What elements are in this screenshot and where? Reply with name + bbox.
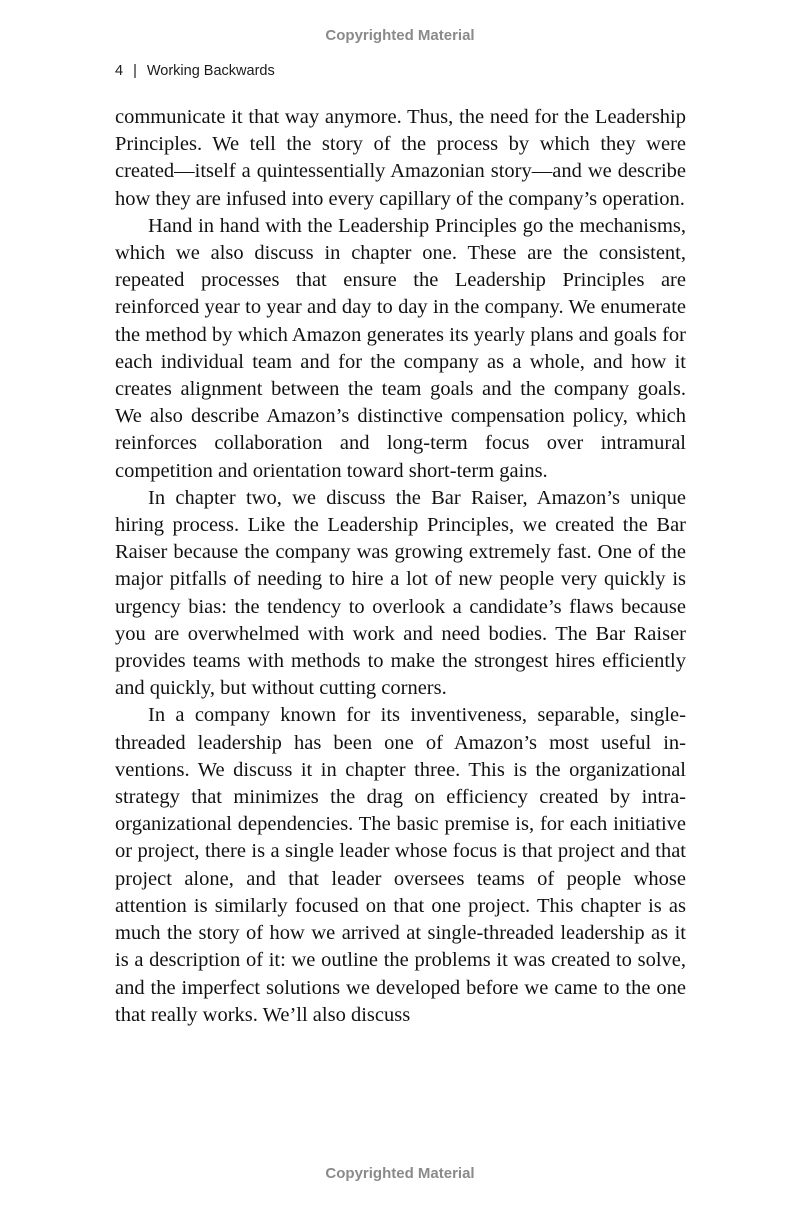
header-separator: | [133,63,137,79]
running-header [115,63,275,79]
body-text [115,104,686,1029]
paragraph: communicate it that way anymore. Thus, the need for the Leadership Principles. We tell the story of the process by which they were created—itself a quintessentially Amazonian story—and we describe how they are infused into every capillary of the company’s operation. [115,106,686,210]
paragraph: Hand in hand with the Leadership Principles go the mechanisms, which we also discuss in chapter one. These are the consistent, repeated processes that ensure the Leadership Principles are reinforced year to year and day to day in the company. We enumerate the method by which Amazon generates its yearly plans and goals for each individual team and for the company as a whole, and how it creates alignment between the team goals and the company goals. We also describe Amazon’s distinctive compensation policy, which reinforces collaboration and long-term focus over intramural competition and orientation toward short-term gains. [115,214,686,482]
paragraph: In chapter two, we discuss the Bar Raiser, Amazon’s unique hiring process. Like the Leadership Principles, we created the Bar Raiser because the company was growing extremely fast. One of the major pitfalls of needing to hire a lot of new people very quickly is urgency bias: the tendency to overlook a candidate’s flaws because you are overwhelmed with work and need bodies. The Bar Raiser provides teams with methods to make the strongest hires efficiently and quickly, but without cutting corners. [115,486,686,700]
running-title: Working Backwards [146,63,275,79]
page-number: 4 [115,63,124,79]
copyright-watermark-top: Copyrighted Material [325,27,475,44]
paragraph: In a company known for its inventiveness, separable, single-threaded leadership has been one of Amazon’s most useful inventions. We discuss it in chapter three. This is the organizational strategy that minimizes the drag on efficiency created by intra-organizational dependencies. The basic premise is, for each initiative or project, there is a single leader whose focus is that project and that project alone, and that leader oversees teams of people whose attention is similarly focused on that one project. This chapter is as much the story of how we arrived at single-threaded leadership as it is a description of it: we outline the problems it was created to solve, and the imperfect solutions we developed before we came to the one that really works. We’ll also discuss [115,704,686,1026]
copyright-watermark-bottom: Copyrighted Material [325,1165,475,1182]
